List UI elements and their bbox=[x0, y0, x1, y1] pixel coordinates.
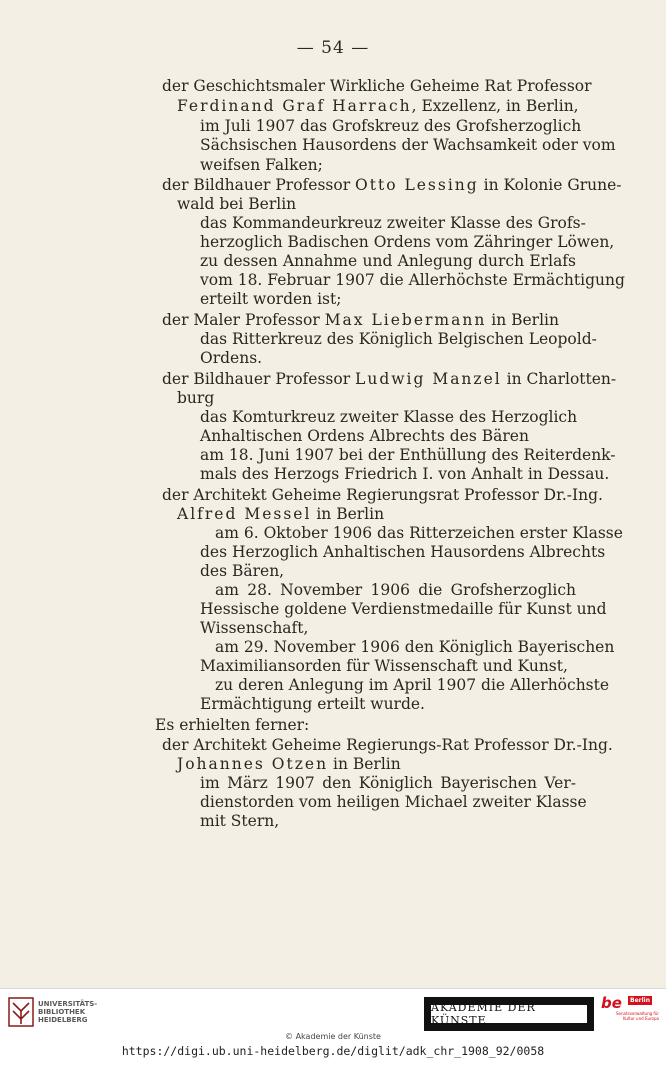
library-name: UNIVERSITÄTS- BIBLIOTHEK HEIDELBERG bbox=[38, 1000, 98, 1024]
text-line: mit Stern, bbox=[200, 812, 280, 830]
footer bbox=[0, 988, 666, 1070]
person-name: Ludwig Manzel bbox=[355, 370, 502, 388]
text-line: zu dessen Annahme und Anlegung durch Erlafs bbox=[200, 252, 576, 270]
text-line: der Bildhauer Professor Otto Lessing in Kolonie Grune- bbox=[162, 176, 622, 194]
text-line: herzoglich Badischen Ordens vom Zähringer Löwen, bbox=[200, 233, 615, 251]
text-line: der Architekt Geheime Regierungs-Rat Professor Dr.-Ing. bbox=[162, 736, 613, 754]
text-line: burg bbox=[177, 389, 215, 407]
heidelberg-seal-icon bbox=[8, 997, 34, 1027]
text-line: am 6. Oktober 1906 das Ritterzeichen erster Klasse bbox=[215, 524, 623, 542]
person-name: Ferdinand Graf Harrach bbox=[177, 97, 412, 115]
text-line: am 18. Juni 1907 bei der Enthüllung des Reiterdenk- bbox=[200, 446, 616, 464]
text-line: wald bei Berlin bbox=[177, 195, 297, 213]
text-line: im Juli 1907 das Grofskreuz des Grofsherzoglich bbox=[200, 117, 582, 135]
text-line: das Komturkreuz zweiter Klasse des Herzoglich bbox=[200, 408, 578, 426]
text-line: Ordens. bbox=[200, 349, 263, 367]
page-number: — 54 — bbox=[296, 38, 370, 58]
text-line: des Bären, bbox=[200, 562, 285, 580]
text-line: der Bildhauer Professor Ludwig Manzel in Charlotten- bbox=[162, 370, 617, 388]
university-library-logo[interactable] bbox=[8, 997, 97, 1027]
text-line: das Kommandeurkreuz zweiter Klasse des Grofs- bbox=[200, 214, 586, 232]
text-line: Maximiliansorden für Wissenschaft und Kunst, bbox=[200, 657, 568, 675]
text-line: der Architekt Geheime Regierungsrat Professor Dr.-Ing. bbox=[162, 486, 603, 504]
text-line: dienstorden vom heiligen Michael zweiter Klasse bbox=[200, 793, 587, 811]
text-line: vom 18. Februar 1907 die Allerhöchste Ermächtigung bbox=[200, 271, 625, 289]
text-line: Alfred Messel in Berlin bbox=[177, 505, 385, 523]
text-line: Sächsischen Hausordens der Wachsamkeit oder vom bbox=[200, 136, 616, 154]
be-berlin-logo[interactable]: be Berlin Senatsverwaltung für Kultur und Europa bbox=[601, 994, 659, 1021]
text-line: das Ritterkreuz des Königlich Belgischen Leopold- bbox=[200, 330, 597, 348]
text-line: zu deren Anlegung im April 1907 die Allerhöchste bbox=[215, 676, 610, 694]
person-name: Otto Lessing bbox=[355, 176, 479, 194]
text-line: mals des Herzogs Friedrich I. von Anhalt in Dessau. bbox=[200, 465, 610, 483]
person-name: Alfred Messel bbox=[177, 505, 312, 523]
copyright-notice: © Akademie der Künste bbox=[285, 1032, 381, 1041]
text-line: Ferdinand Graf Harrach, Exzellenz, in Berlin, bbox=[177, 97, 579, 115]
text-line: Es erhielten ferner: bbox=[155, 716, 310, 734]
text-line: Johannes Otzen in Berlin bbox=[177, 755, 401, 773]
text-line: am 28. November 1906 die Grofsherzoglich bbox=[215, 581, 576, 599]
person-name: Johannes Otzen bbox=[177, 755, 329, 773]
text-line: Ermächtigung erteilt wurde. bbox=[200, 695, 425, 713]
text-line: erteilt worden ist; bbox=[200, 290, 342, 308]
person-name: Max Liebermann bbox=[324, 311, 487, 329]
text-line: Wissenschaft, bbox=[200, 619, 309, 637]
text-line: der Maler Professor Max Liebermann in Berlin bbox=[162, 311, 559, 329]
text-line: der Geschichtsmaler Wirkliche Geheime Rat Professor bbox=[162, 77, 592, 95]
text-line: am 29. November 1906 den Königlich Bayerischen bbox=[215, 638, 615, 656]
text-line: im März 1907 den Königlich Bayerischen Ver- bbox=[200, 774, 576, 792]
text-line: weifsen Falken; bbox=[200, 156, 323, 174]
text-line: des Herzoglich Anhaltischen Hausordens Albrechts bbox=[200, 543, 606, 561]
source-url-link[interactable]: https://digi.ub.uni-heidelberg.de/diglit/adk_chr_1908_92/0058 bbox=[121, 1044, 545, 1058]
text-line: Hessische goldene Verdienstmedaille für Kunst und bbox=[200, 600, 607, 618]
akademie-der-kuenste-logo[interactable]: AKADEMIE DER KÜNSTE bbox=[424, 997, 594, 1031]
text-line: Anhaltischen Ordens Albrechts des Bären bbox=[200, 427, 529, 445]
